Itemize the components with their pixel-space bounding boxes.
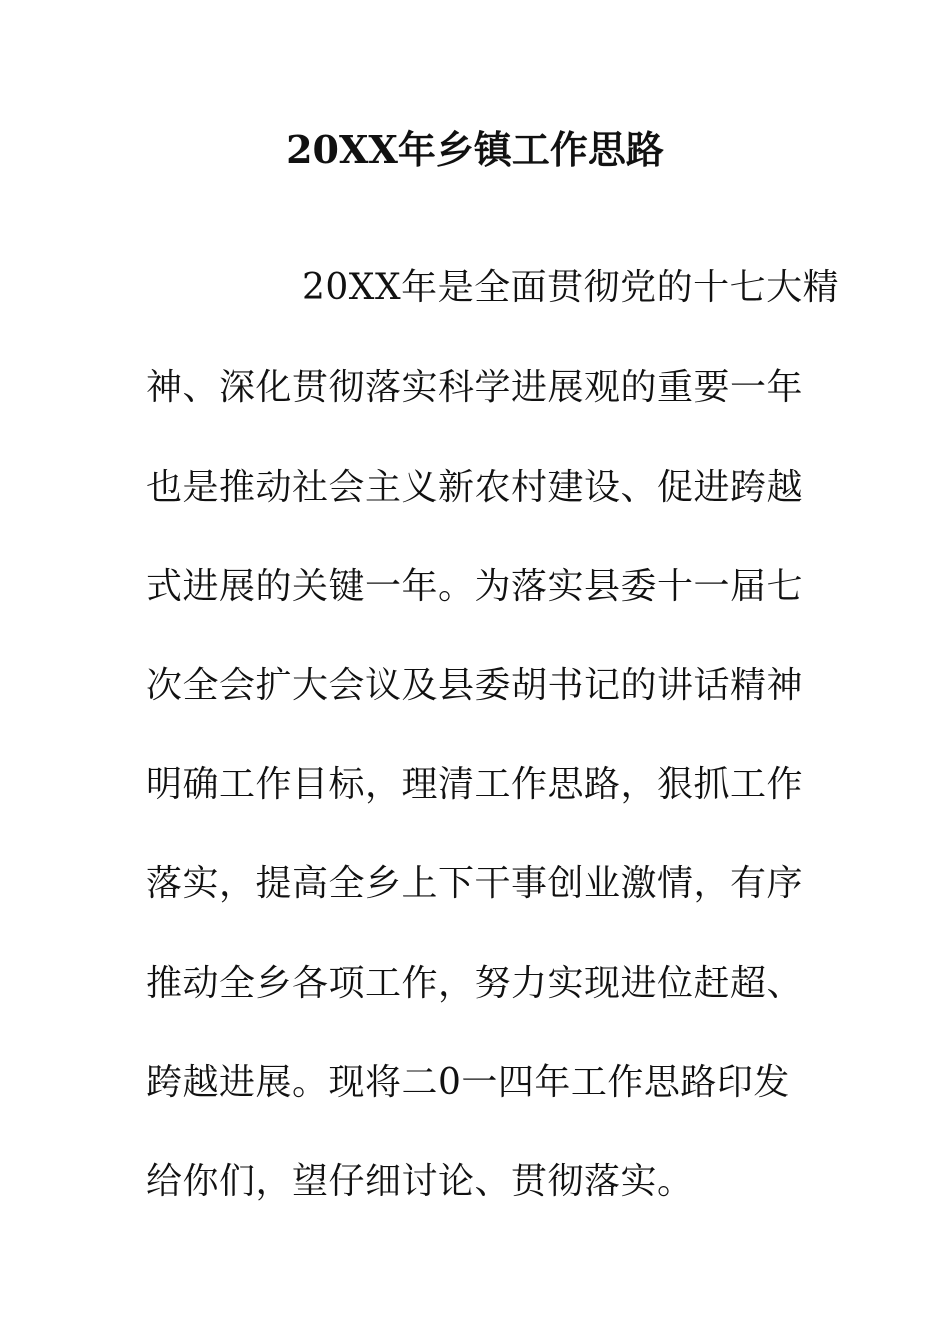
body-line-2: 神、深化贯彻落实科学进展观的重要一年 [146, 367, 804, 408]
document-title: 20XX年乡镇工作思路 [286, 127, 664, 172]
body-line-5: 次全会扩大会议及县委胡书记的讲话精神 [146, 665, 804, 706]
body-line-4: 式进展的关键一年。为落实县委十一届七 [146, 566, 804, 607]
body-line-8: 推动全乡各项工作，努力实现进位赶超、 [146, 963, 804, 1004]
body-line-10: 给你们，望仔细讨论、贯彻落实。 [146, 1161, 694, 1202]
body-line-7: 落实，提高全乡上下干事创业激情，有序 [146, 863, 804, 904]
body-line-6: 明确工作目标，理清工作思路，狠抓工作 [146, 764, 804, 805]
body-line-3: 也是推动社会主义新农村建设、促进跨越 [146, 467, 804, 508]
body-line-1: 20XX年是全面贯彻党的十七大精 [302, 267, 840, 308]
body-line-9: 跨越进展。现将二0一四年工作思路印发 [146, 1062, 790, 1103]
